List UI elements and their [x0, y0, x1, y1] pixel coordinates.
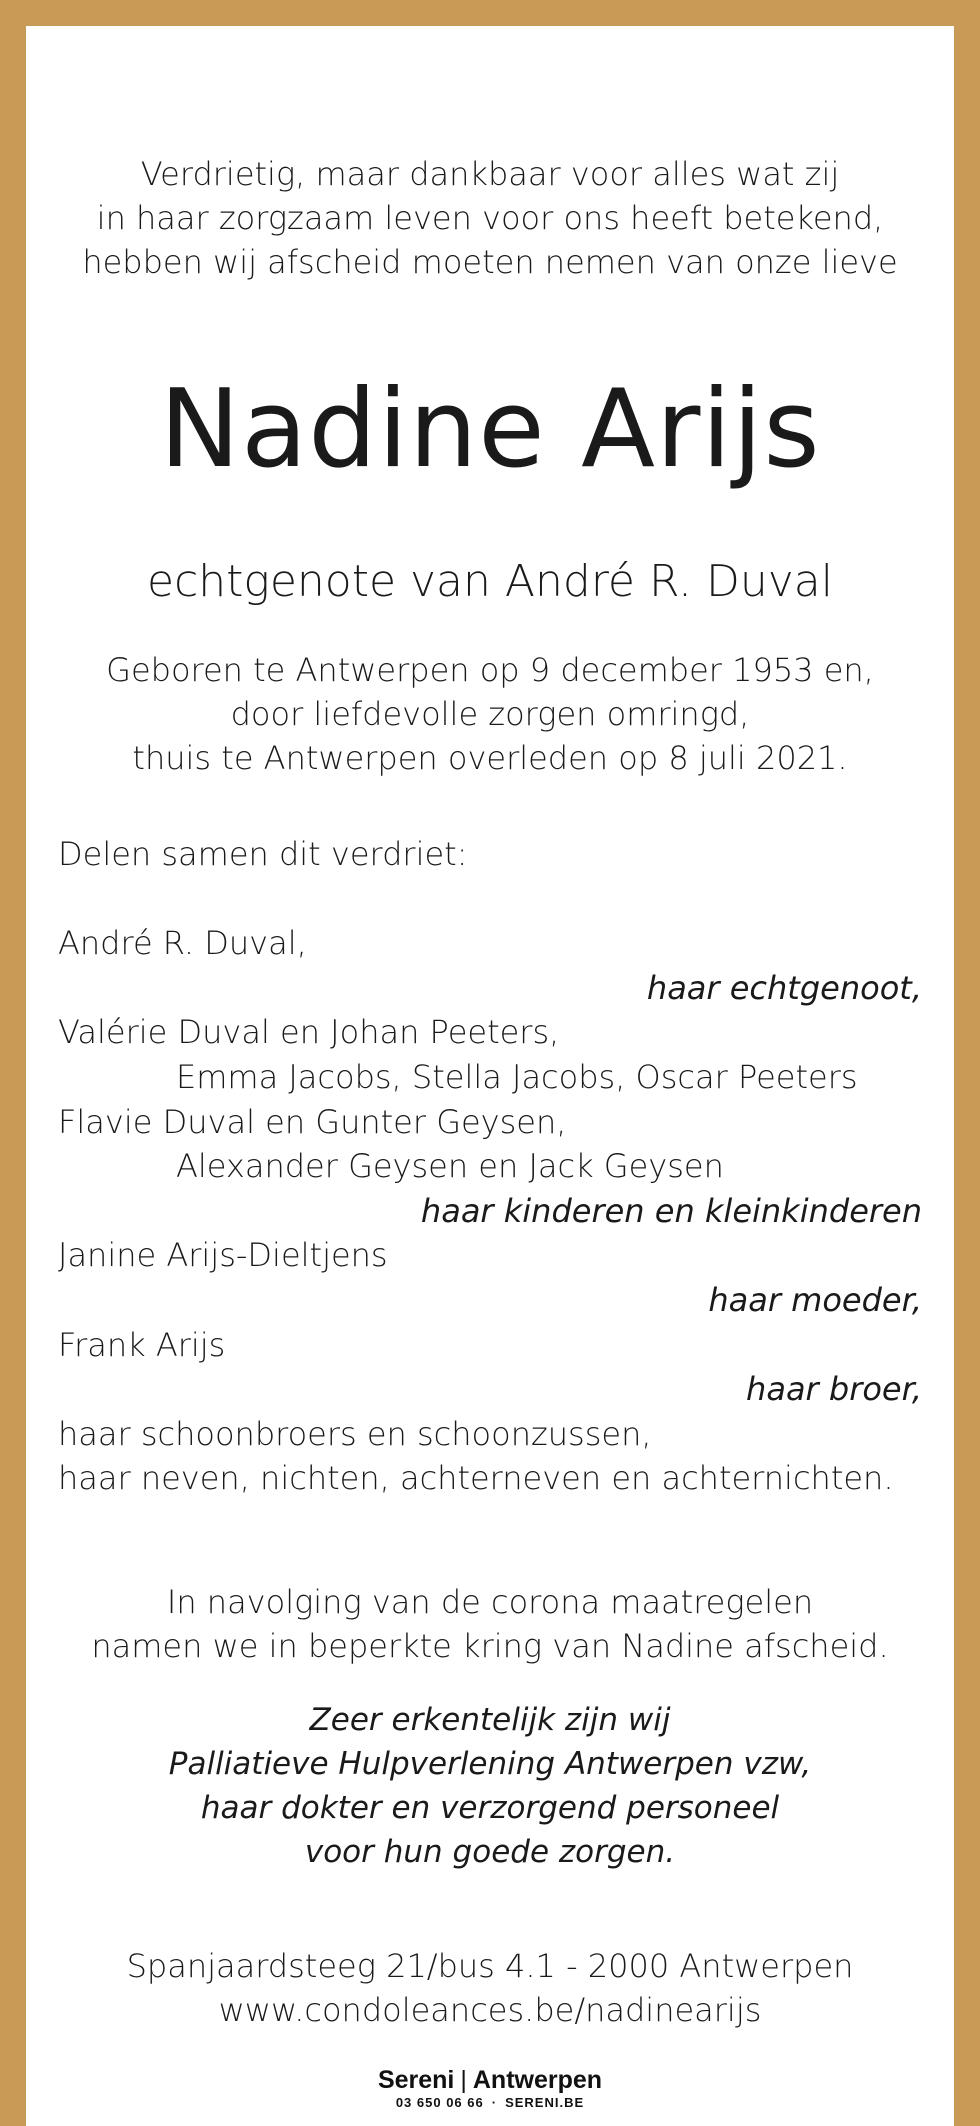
mourner-relation: haar kinderen en kleinkinderen [420, 1191, 922, 1230]
birth-death-line: door liefdevolle zorgen omringd, [230, 695, 750, 733]
condolence-website: www.condoleances.be/nadinearijs [218, 1991, 762, 2029]
mourners-list [58, 832, 922, 1501]
intro-line: Verdrietig, maar dankbaar voor alles wat zij [140, 155, 840, 193]
logo-title [314, 2066, 666, 2094]
intro-text [26, 152, 954, 284]
corona-line: namen we in beperkte kring van Nadine afscheid. [91, 1627, 889, 1665]
mourner-relation: haar echtgenoot, [646, 968, 922, 1007]
spacer [58, 877, 922, 922]
mourner-name: Flavie Duval en Gunter Geysen, [58, 1102, 567, 1141]
spouse-line: echtgenote van André R. Duval [147, 556, 833, 607]
funeral-home-logo [314, 2050, 666, 2126]
mourner-name: Janine Arijs-Dieltjens [58, 1236, 388, 1275]
deceased-name: Nadine Arijs [159, 367, 821, 492]
birth-death-text [26, 648, 954, 780]
address: Spanjaardsteeg 21/bus 4.1 - 2000 Antwerpen [126, 1947, 854, 1985]
logo-dot: · [491, 2095, 498, 2110]
thanks-line: Palliatieve Hulpverlening Antwerpen vzw, [168, 1746, 812, 1782]
birth-death-line: Geboren te Antwerpen op 9 december 1953 en, [106, 651, 874, 689]
mourner-name: Emma Jacobs, Stella Jacobs, Oscar Peeters [176, 1057, 858, 1096]
logo-site: SERENI.BE [505, 2095, 585, 2110]
mourner-relation: haar moeder, [708, 1280, 922, 1319]
logo-location: Antwerpen [472, 2066, 603, 2094]
mourner-name: André R. Duval, [58, 924, 307, 963]
mourner-name: Alexander Geysen en Jack Geysen [176, 1147, 724, 1186]
intro-line: in haar zorgzaam leven voor ons heeft betekend, [96, 199, 884, 237]
logo-contact [314, 2094, 666, 2112]
mourner-name: Frank Arijs [58, 1325, 226, 1364]
mourners-heading: Delen samen dit verdriet: [58, 835, 468, 873]
mourner-name: Valérie Duval en Johan Peeters, [58, 1013, 560, 1052]
logo-brand: Sereni [377, 2066, 455, 2094]
mourner-name: haar neven, nichten, achterneven en achternichten. [58, 1459, 894, 1498]
contact-block [26, 1944, 954, 2032]
obituary-card [26, 26, 954, 2126]
thanks-line: voor hun goede zorgen. [304, 1834, 676, 1870]
mourner-name: haar schoonbroers en schoonzussen, [58, 1414, 652, 1453]
corona-note [26, 1580, 954, 1668]
mourner-relation: haar broer, [746, 1370, 922, 1409]
birth-death-line: thuis te Antwerpen overleden op 8 juli 2021. [132, 739, 848, 777]
logo-phone: 03 650 06 66 [395, 2095, 484, 2110]
thanks-line: Zeer erkentelijk zijn wij [309, 1702, 671, 1738]
logo-separator: | [460, 2066, 467, 2094]
thanks-text [26, 1698, 954, 1874]
thanks-line: haar dokter en verzorgend personeel [200, 1790, 780, 1826]
intro-line: hebben wij afscheid moeten nemen van onze lieve [82, 243, 898, 281]
corona-line: In navolging van de corona maatregelen [166, 1583, 814, 1621]
